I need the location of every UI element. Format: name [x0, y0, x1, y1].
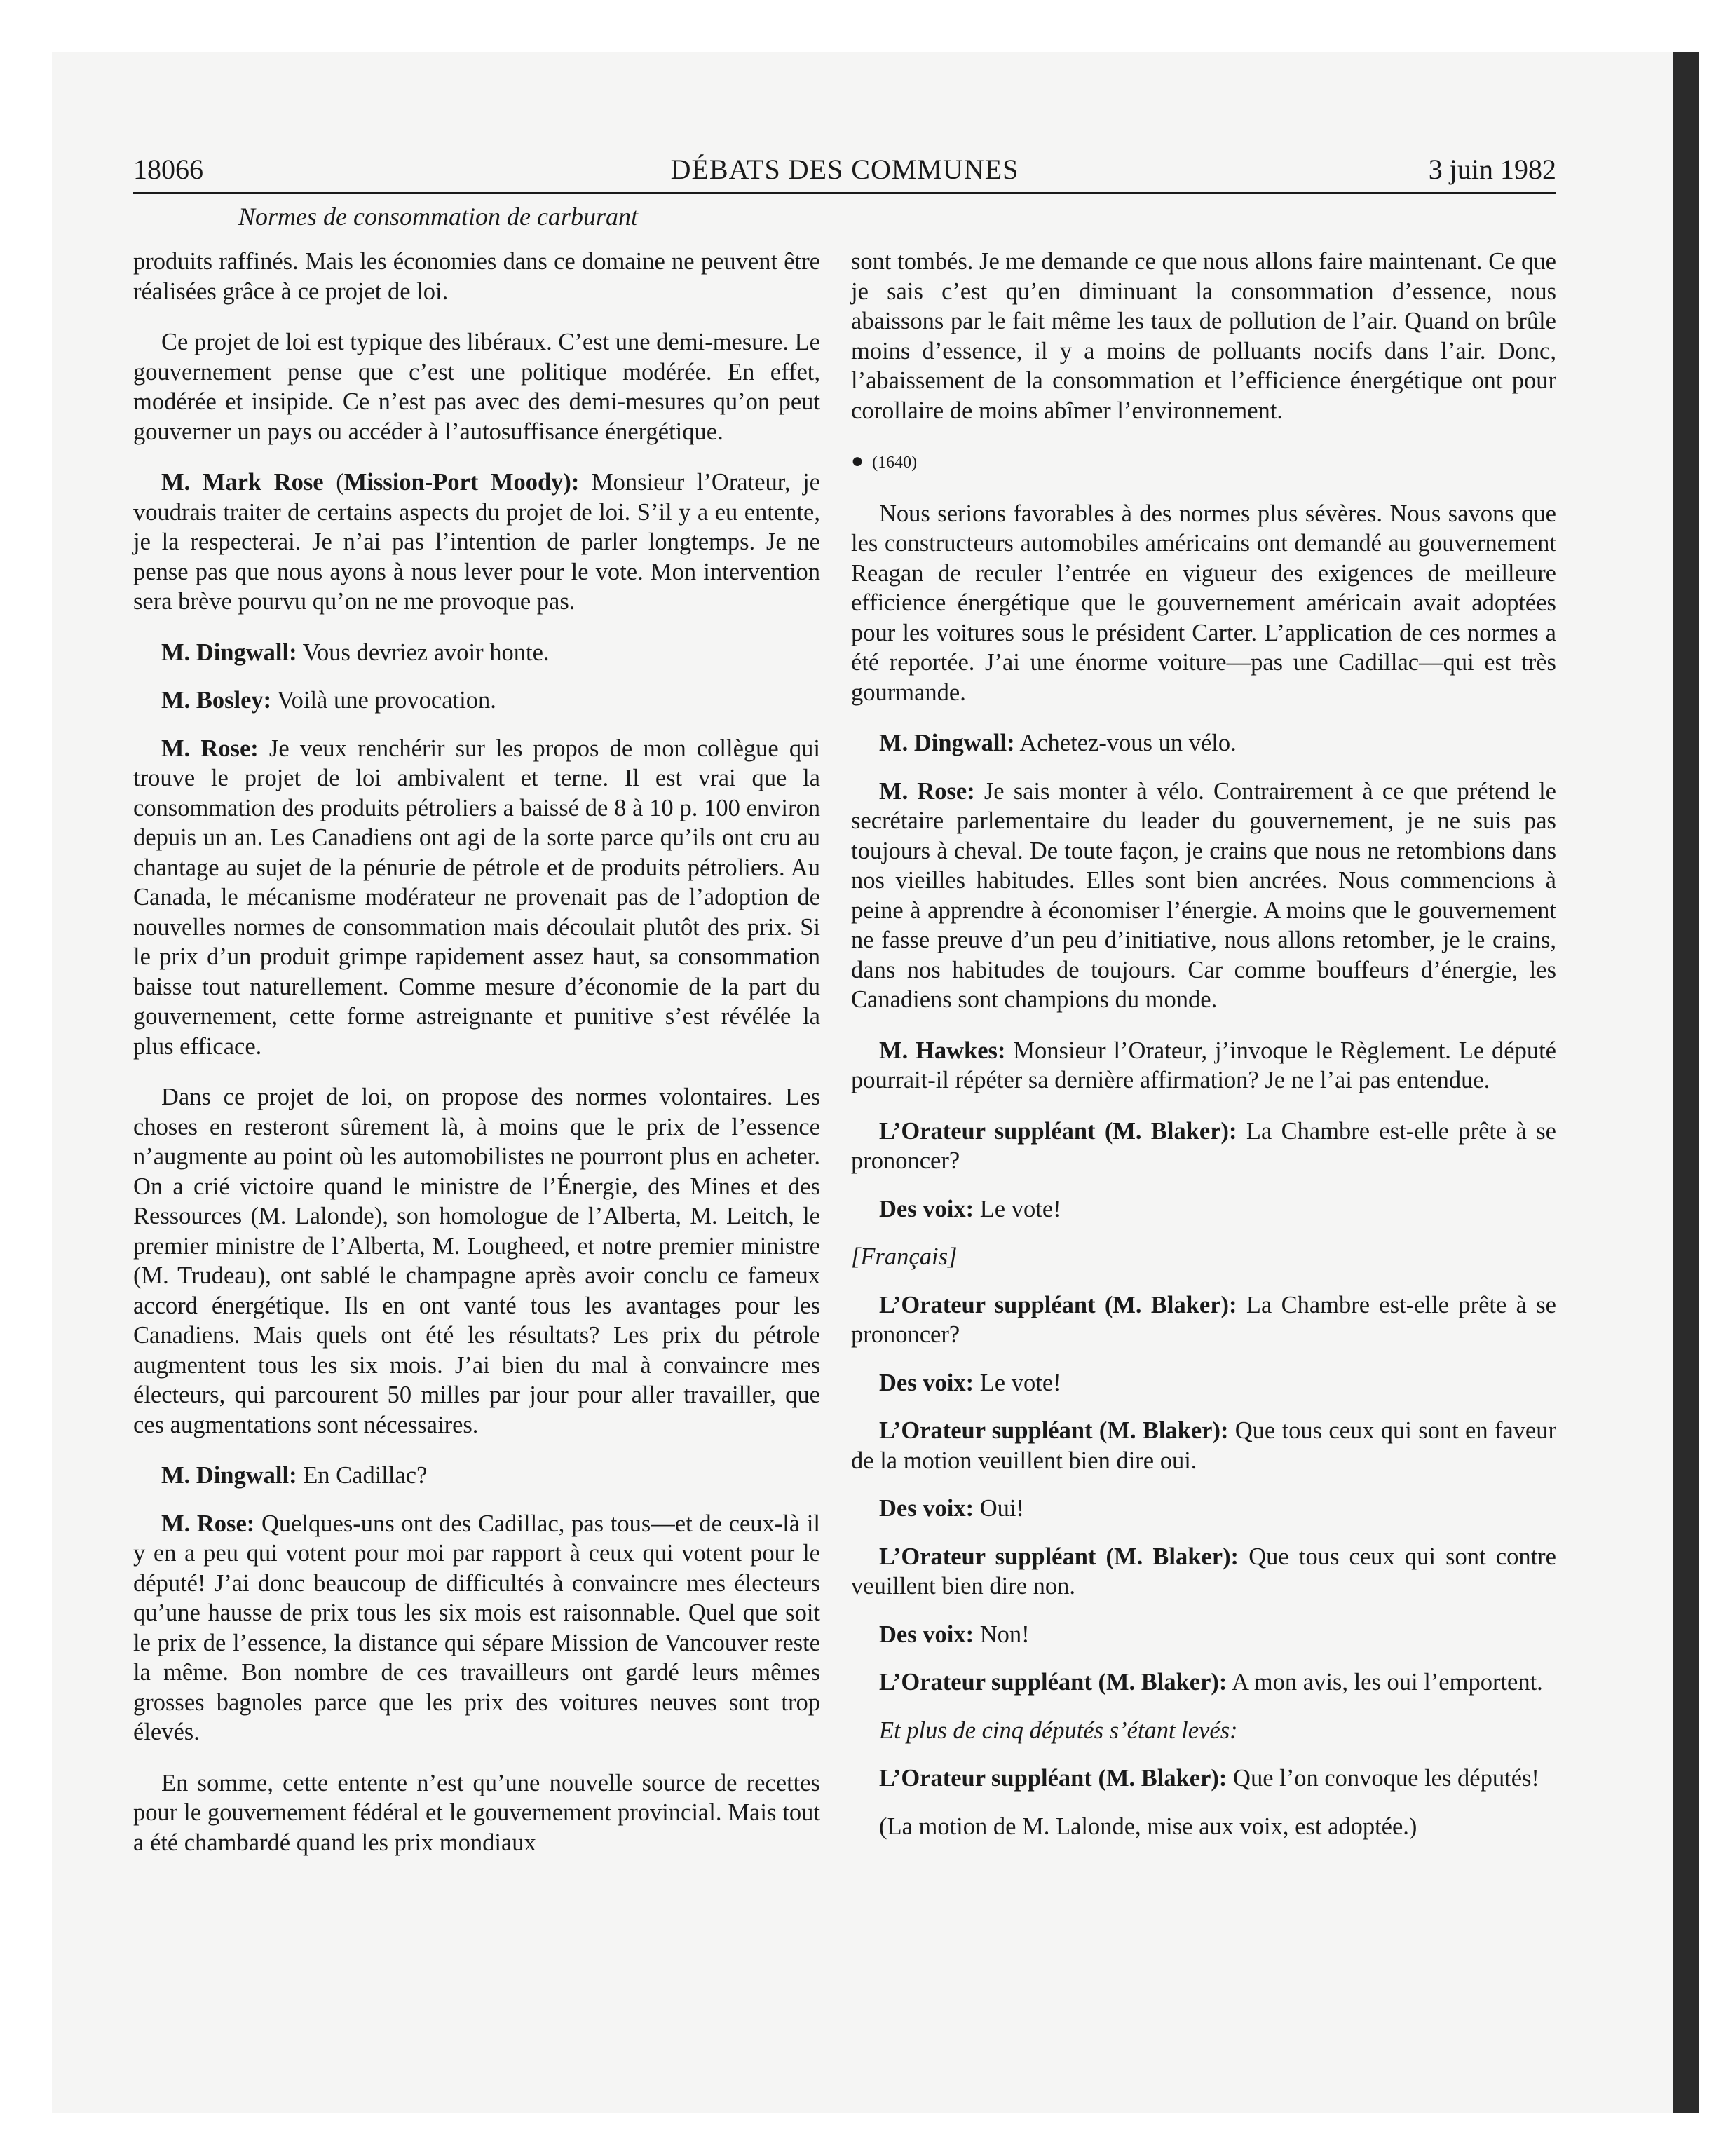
paragraph: produits raffinés. Mais les économies dans ce domaine ne peuvent être réalisées grâce à ce projet de loi.	[133, 248, 820, 305]
speaker-riding: Mission-Port Moody	[343, 469, 564, 496]
paragraph: Ce projet de loi est typique des libéraux. C’est une demi-mesure. Le gouvernement pense que c’est une politique modérée. En effet, modérée et insipide. Ce n’est pas avec des demi-mesures qu’on peut gouverner un pays ou accéder à l’autosuffisance énergétique.	[133, 329, 820, 445]
paragraph: Nous serions favorables à des normes plus sévères. Nous savons que les constructeurs automobiles américains ont demandé au gouvernement Reagan de reculer l’entrée en vigueur des exigences de meilleure efficience énergétique que le gouvernement américain avait adoptées pour les voitures sous le président Carter. L’application de ces normes a été reportée. J’ai une énorme voiture—pas une Cadillac—qui est très gourmande.	[851, 500, 1556, 706]
speaker-name: M. Rose:	[161, 1510, 255, 1537]
speech-text: Non!	[979, 1621, 1030, 1648]
speaker-name: M. Dingwall:	[161, 639, 297, 666]
speaker-name: L’Orateur suppléant (M. Blaker):	[879, 1765, 1227, 1792]
page-date: 3 juin 1982	[1428, 153, 1556, 185]
speaker-name: Des voix:	[879, 1369, 974, 1396]
speaker-name: M. Dingwall:	[879, 730, 1015, 756]
procedural-note: Et plus de cinq députés s’étant levés:	[879, 1717, 1238, 1744]
speech-text: Vous devriez avoir honte.	[302, 639, 550, 666]
speech-paragraph: M. Mark Rose (Mission-Port Moody): Monsieur l’Orateur, je voudrais traiter de certains aspects du projet de loi. S’il y a eu entente, je la respecterai. Je n’ai pas l’intention de parler longtemps. Je ne pense pas que nous ayons à nous lever pour le vote. Mon intervention sera brève pourvu qu’on ne me provoque pas.	[133, 469, 820, 615]
speech-paragraph	[851, 1117, 1556, 1176]
speech-text: A mon avis, les oui l’emportent.	[1232, 1669, 1543, 1696]
speaker-name: M. Bosley:	[161, 687, 272, 714]
time-marker-text: (1640)	[872, 453, 918, 472]
speaker-name: M. Mark Rose	[161, 469, 324, 496]
speech-text: Je sais monter à vélo. Contrairement à ce que prétend le secrétaire parlementaire du leader du gouvernement, je ne suis pas toujours à cheval. De toute façon, je crains que nous ne retombions dans nos vieilles habitudes. Elles sont bien ancrées. Nous commencions à peine à apprendre à économiser l’énergie. A moins que le gouvernement ne fasse preuve d’un peu d’initiative, nous allons retomber, je le crains, dans nos habitudes de toujours. Car comme bouffeurs d’énergie, les Canadiens sont champions du monde.	[851, 777, 1556, 1013]
running-title: DÉBATS DES COMMUNES	[670, 153, 1019, 185]
speech-paragraph	[851, 1194, 1556, 1224]
speech-paragraph	[133, 685, 820, 716]
speech-text: Voilà une provocation.	[277, 687, 496, 714]
speech-paragraph	[851, 1290, 1556, 1350]
speaker-name: M. Rose:	[879, 777, 975, 805]
speech-text: Achetez-vous un vélo.	[1019, 730, 1237, 756]
speaker-name: L’Orateur suppléant (M. Blaker):	[879, 1543, 1239, 1570]
speaker-name: Des voix:	[879, 1195, 974, 1222]
speech-paragraph	[133, 1461, 820, 1491]
time-marker	[851, 446, 1556, 478]
speech-text: Monsieur l’Orateur, j’invoque le Règlement. Le député pourrait-il répéter sa dernière affirmation? Je ne l’ai pas entendue.	[851, 1037, 1556, 1093]
speech-paragraph	[851, 1036, 1556, 1096]
speaker-name: M. Hawkes:	[879, 1037, 1006, 1064]
speaker-name: L’Orateur suppléant (M. Blaker):	[879, 1669, 1227, 1696]
speech-paragraph	[851, 1542, 1556, 1602]
speech-text: Que tous ceux qui sont en faveur de la motion veuillent bien dire oui.	[851, 1417, 1556, 1474]
speaker-name: L’Orateur suppléant (M. Blaker):	[879, 1417, 1229, 1444]
speech-text: Le vote!	[979, 1369, 1061, 1396]
speech-text: La Chambre est-elle prête à se prononcer?	[851, 1291, 1556, 1348]
speech-text: La Chambre est-elle prête à se prononcer?	[851, 1117, 1556, 1174]
speech-text: Le vote!	[979, 1195, 1061, 1222]
speaker-name: L’Orateur suppléant (M. Blaker):	[879, 1291, 1237, 1318]
speech-text: En Cadillac?	[303, 1462, 428, 1489]
speech-paragraph	[851, 1494, 1556, 1524]
paragraph: sont tombés. Je me demande ce que nous allons faire maintenant. Ce que je sais c’est qu’en diminuant la consommation d’essence, nous abaissons par le fait même les taux de pollution de l’air. Quand on brûle moins d’essence, il y a moins de polluants nocifs dans l’air. Donc, l’abaissement de la consommation et l’efficience énergétique ont pour corollaire de moins abîmer l’environnement.	[851, 248, 1556, 424]
speech-paragraph	[851, 1620, 1556, 1650]
speaker-name: M. Dingwall:	[161, 1462, 297, 1489]
speech-paragraph	[851, 1763, 1556, 1794]
speech-paragraph	[133, 734, 820, 1062]
speech-text: Quelques-uns ont des Cadillac, pas tous—et de ceux-là il y en a peu qui votent pour moi par rapport à ceux qui votent pour le député! J’ai donc beaucoup de difficultés à convaincre mes électeurs qu’une hausse de prix tous les six mois est raisonnable. Quel que soit le prix de l’essence, la distance qui sépare Mission de Vancouver reste la même. Bon nombre de ces travailleurs ont gardé leurs mêmes grosses bagnoles parce que les prix des voitures neuves sont trop élevés.	[133, 1510, 821, 1745]
right-column	[851, 247, 1556, 1862]
motion-result: (La motion de M. Lalonde, mise aux voix, est adoptée.)	[879, 1813, 1417, 1840]
speech-paragraph	[851, 777, 1556, 1015]
scan-edge-bar	[1673, 52, 1699, 2113]
speaker-name: Des voix:	[879, 1495, 974, 1522]
speech-paragraph	[851, 1416, 1556, 1475]
speaker-name: Des voix:	[879, 1621, 974, 1648]
speech-paragraph	[133, 1509, 820, 1747]
speech-text: Je veux renchérir sur les propos de mon collègue qui trouve le projet de loi ambivalent et terne. Il est vrai que la consommation des produits pétroliers a baissé de 8 à 10 p. 100 environ depuis un an. Les Canadiens ont agi de la sorte parce qu’ils ont cru au chantage au sujet de la pénurie de pétrole et de produits pétroliers. Au Canada, le mécanisme modérateur ne provenait pas de l’adoption de nouvelles normes de consommation mais découlait plutôt des prix. Si le prix d’un produit grimpe rapidement assez haut, sa consommation baisse tout naturellement. Comme mesure d’économie de la part du gouvernement, cette forme astreignante et punitive s’est révélée la plus efficace.	[133, 735, 820, 1060]
speech-paragraph	[851, 728, 1556, 758]
page-header	[133, 153, 1556, 194]
speech-text: Que l’on convoque les députés!	[1233, 1765, 1539, 1792]
section-subtitle: Normes de consommation de carburant	[238, 203, 638, 231]
speech-paragraph	[133, 638, 820, 668]
language-note: [Français]	[851, 1243, 958, 1270]
speech-text: Monsieur l’Orateur, je voudrais traiter de certains aspects du projet de loi. S’il y a eu entente, je la respecterai. Je n’ai pas l’intention de parler longtemps. Je ne pense pas que nous ayons à nous lever pour le vote. Mon intervention sera brève pourvu qu’on ne me provoque pas.	[133, 469, 820, 615]
left-column	[133, 247, 820, 1878]
paragraph: Dans ce projet de loi, on propose des normes volontaires. Les choses en resteront sûrement là, à moins que le prix de l’essence n’augmente au point où les automobilistes ne pourront plus en acheter. On a crié victoire quand le ministre de l’Énergie, des Mines et des Ressources (M. Lalonde), son homologue de l’Alberta, M. Leitch, le premier ministre de l’Alberta, M. Lougheed, et notre premier ministre (M. Trudeau), ont sablé le champagne après avoir conclu ce fameux accord énergétique. Ils en ont vanté tous les avantages pour les Canadiens. Mais quels ont été les résultats? Les prix du pétrole augmentent tous les six mois. J’ai bien du mal à convaincre mes électeurs, qui parcourent 50 milles par jour pour aller travailler, que ces augmentations sont nécessaires.	[133, 1084, 820, 1438]
speech-text: Oui!	[979, 1495, 1024, 1522]
page-number: 18066	[133, 153, 203, 185]
speaker-name: M. Rose:	[161, 735, 259, 762]
speaker-name: L’Orateur suppléant (M. Blaker):	[879, 1117, 1237, 1145]
paragraph: En somme, cette entente n’est qu’une nouvelle source de recettes pour le gouvernement fédéral et le gouvernement provincial. Mais tout a été chambardé quand les prix mondiaux	[133, 1769, 820, 1856]
speech-paragraph	[851, 1368, 1556, 1398]
speech-text: Que tous ceux qui sont contre veuillent bien dire non.	[851, 1543, 1556, 1599]
bullet-icon: ●	[851, 449, 864, 472]
speech-paragraph	[851, 1667, 1556, 1698]
